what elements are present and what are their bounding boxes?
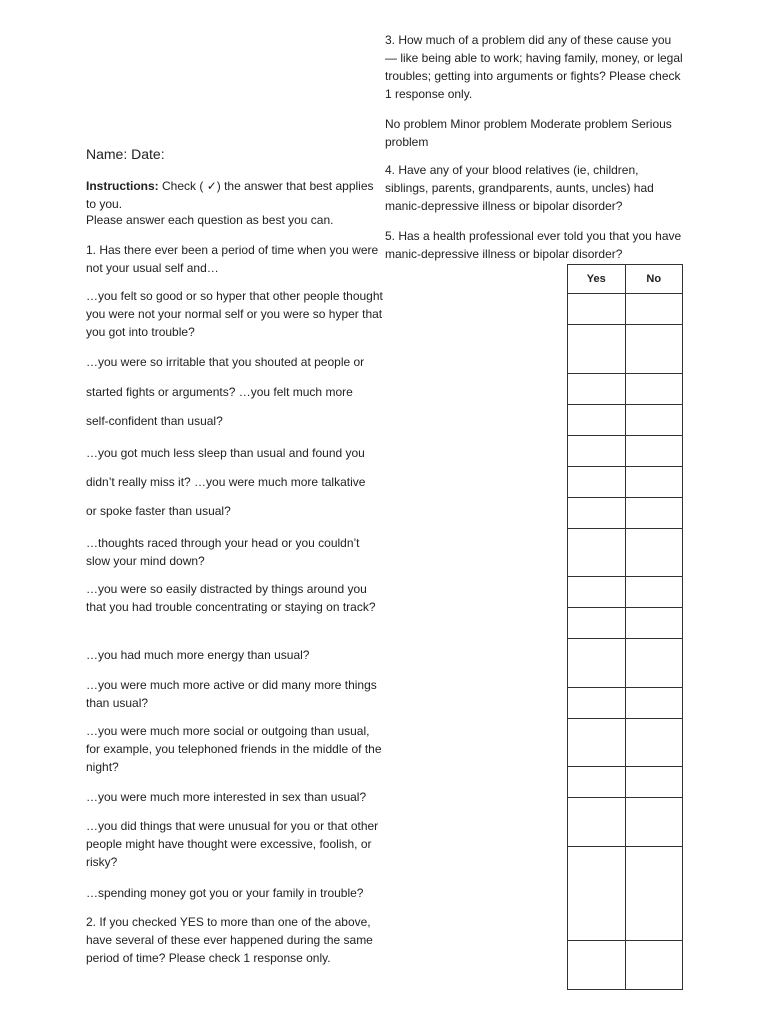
no-checkbox[interactable] — [625, 529, 683, 577]
yes-checkbox[interactable] — [568, 941, 626, 990]
no-checkbox[interactable] — [625, 405, 683, 436]
yes-checkbox[interactable] — [568, 577, 626, 608]
q1-item: …you were much more active or did many more things than usual? — [86, 678, 377, 710]
yes-checkbox[interactable] — [568, 325, 626, 374]
yes-checkbox[interactable] — [568, 847, 626, 941]
q1-item: …you felt so good or so hyper that other people thought you were not your normal self or you were so hyper that you got into trouble? — [86, 289, 383, 339]
grid-row — [568, 436, 683, 467]
q4-prompt: 4. Have any of your blood relatives (ie, children, siblings, parents, grandparents, aunts, uncles) had manic-depressive illness or bipolar disorder? — [385, 163, 654, 213]
grid-row — [568, 294, 683, 325]
q1-item: self-confident than usual? — [86, 414, 223, 428]
q1-item: didn’t really miss it? …you were much more talkative — [86, 475, 366, 489]
yes-checkbox[interactable] — [568, 467, 626, 498]
q1-item: …you were much more interested in sex than usual? — [86, 790, 367, 804]
grid-row — [568, 639, 683, 688]
yes-checkbox[interactable] — [568, 767, 626, 798]
yes-checkbox[interactable] — [568, 436, 626, 467]
grid-row — [568, 767, 683, 798]
grid-row — [568, 608, 683, 639]
grid-row — [568, 798, 683, 847]
no-checkbox[interactable] — [625, 436, 683, 467]
q1-item: …you did things that were unusual for you or that other people might have thought were excessive, foolish, or risky? — [86, 819, 379, 869]
q1-item: or spoke faster than usual? — [86, 504, 231, 518]
yes-checkbox[interactable] — [568, 294, 626, 325]
instructions-label: Instructions: — [86, 179, 159, 193]
q1-item: …you were so irritable that you shouted at people or — [86, 355, 365, 369]
no-checkbox[interactable] — [625, 294, 683, 325]
q5-prompt: 5. Has a health professional ever told you that you have manic-depressive illness or bipolar disorder? — [385, 229, 682, 261]
no-checkbox[interactable] — [625, 467, 683, 498]
no-checkbox[interactable] — [625, 325, 683, 374]
grid-row — [568, 405, 683, 436]
grid-row — [568, 467, 683, 498]
yes-checkbox[interactable] — [568, 688, 626, 719]
grid-row — [568, 374, 683, 405]
grid-row — [568, 719, 683, 767]
grid-row — [568, 498, 683, 529]
instructions — [86, 177, 386, 213]
yes-checkbox[interactable] — [568, 405, 626, 436]
yes-checkbox[interactable] — [568, 719, 626, 767]
q1-prompt: 1. Has there ever been a period of time when you were not your usual self and… — [86, 243, 379, 275]
yes-checkbox[interactable] — [568, 639, 626, 688]
yes-checkbox[interactable] — [568, 798, 626, 847]
q1-item: …you got much less sleep than usual and found you — [86, 446, 365, 460]
yes-checkbox[interactable] — [568, 374, 626, 405]
no-checkbox[interactable] — [625, 847, 683, 941]
q3-options: No problem Minor problem Moderate problem Serious problem — [385, 117, 672, 149]
q1-item: …you had much more energy than usual? — [86, 648, 310, 662]
no-column-header: No — [625, 265, 683, 294]
q3-prompt: 3. How much of a problem did any of these cause you — like being able to work; having family, money, or legal troubles; getting into arguments or fights? Please check 1 response only. — [385, 33, 683, 101]
no-checkbox[interactable] — [625, 719, 683, 767]
grid-row — [568, 941, 683, 990]
no-checkbox[interactable] — [625, 498, 683, 529]
q1-item: …you were so easily distracted by things around you that you had trouble concentrating or staying on track? — [86, 582, 376, 614]
q1-item: …thoughts raced through your head or you couldn’t slow your mind down? — [86, 536, 360, 568]
grid-row — [568, 577, 683, 608]
name-date-line: Name: Date: — [86, 146, 165, 162]
yes-no-grid — [567, 264, 683, 990]
yes-column-header: Yes — [568, 265, 626, 294]
grid-row — [568, 847, 683, 941]
no-checkbox[interactable] — [625, 688, 683, 719]
no-checkbox[interactable] — [625, 798, 683, 847]
yes-checkbox[interactable] — [568, 608, 626, 639]
grid-row — [568, 688, 683, 719]
yes-checkbox[interactable] — [568, 498, 626, 529]
no-checkbox[interactable] — [625, 374, 683, 405]
yes-checkbox[interactable] — [568, 529, 626, 577]
no-checkbox[interactable] — [625, 577, 683, 608]
q2-prompt: 2. If you checked YES to more than one of the above, have several of these ever happened during the same period of time? Please check 1 response only. — [86, 915, 373, 965]
grid-header-row — [568, 265, 683, 294]
q1-item: …spending money got you or your family in trouble? — [86, 886, 364, 900]
no-checkbox[interactable] — [625, 639, 683, 688]
grid-row — [568, 529, 683, 577]
grid-row — [568, 325, 683, 374]
no-checkbox[interactable] — [625, 767, 683, 798]
no-checkbox[interactable] — [625, 608, 683, 639]
instructions-text-2: Please answer each question as best you can. — [86, 213, 334, 227]
instructions-text: Check ( ✓) the answer that best applies to you. — [86, 179, 374, 211]
q1-item: started fights or arguments? …you felt much more — [86, 385, 353, 399]
q1-item: …you were much more social or outgoing than usual, for example, you telephoned friends in the middle of the night? — [86, 724, 382, 774]
no-checkbox[interactable] — [625, 941, 683, 990]
